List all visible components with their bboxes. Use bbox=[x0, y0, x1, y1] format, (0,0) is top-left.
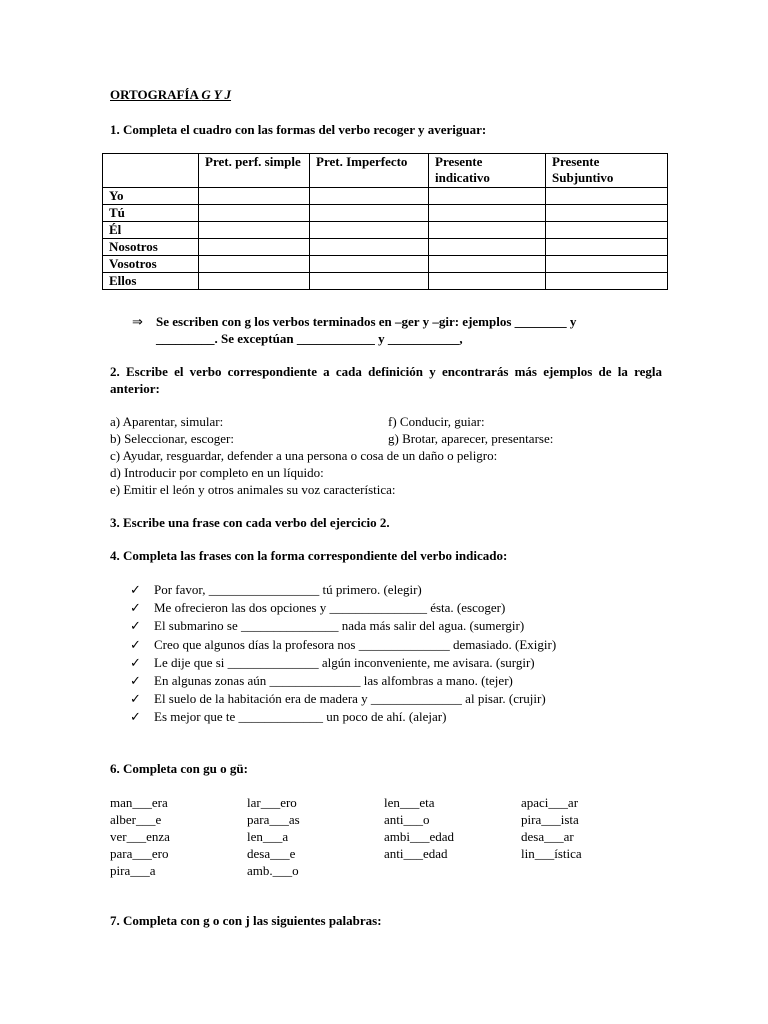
check-icon: ✓ bbox=[130, 601, 141, 617]
sentence-text: El suelo de la habitación era de madera y ______________ al pisar. (crujir) bbox=[154, 691, 546, 707]
sentence-text: Me ofrecieron las dos opciones y _______________ ésta. (escoger) bbox=[154, 600, 506, 616]
definition-f: f) Conducir, guiar: bbox=[388, 414, 485, 429]
sentence-text: Le dije que si ______________ algún inconveniente, me avisara. (surgir) bbox=[154, 654, 535, 670]
list-item bbox=[130, 599, 556, 617]
header-pret-perf: Pret. perf. simple bbox=[205, 154, 301, 169]
word-item: desa___e bbox=[247, 846, 296, 861]
title-main: ORTOGRAFÍA bbox=[110, 87, 202, 102]
row-label: Tú bbox=[103, 205, 199, 222]
table-cell[interactable] bbox=[429, 222, 546, 239]
table-cell[interactable] bbox=[199, 256, 310, 273]
table-cell[interactable] bbox=[310, 188, 429, 205]
row-label: Vosotros bbox=[103, 256, 199, 273]
word-column bbox=[110, 794, 240, 879]
table-header-row bbox=[103, 154, 668, 188]
word-column bbox=[384, 794, 514, 862]
row-label: Yo bbox=[103, 188, 199, 205]
check-icon: ✓ bbox=[130, 710, 141, 726]
rule-line-2: _________. Se exceptúan ____________ y ___________, bbox=[156, 331, 463, 346]
table-header-cell: Pret. Imperfecto bbox=[310, 154, 429, 188]
table-cell[interactable] bbox=[546, 222, 668, 239]
word-item: anti___edad bbox=[384, 846, 448, 861]
table-row bbox=[103, 256, 668, 273]
definition-a: a) Aparentar, simular: bbox=[110, 414, 224, 429]
word-item: amb.___o bbox=[247, 863, 299, 878]
sentence-text: Por favor, _________________ tú primero. (elegir) bbox=[154, 582, 422, 597]
word-item: alber___e bbox=[110, 812, 162, 827]
table-cell[interactable] bbox=[199, 205, 310, 222]
question-1: 1. Completa el cuadro con las formas del verbo recoger y averiguar: bbox=[110, 122, 487, 137]
question-7: 7. Completa con g o con j las siguientes palabras: bbox=[110, 913, 382, 928]
table-cell[interactable] bbox=[199, 239, 310, 256]
list-item bbox=[130, 672, 556, 690]
row-label: Él bbox=[103, 222, 199, 239]
question-2: 2. Escribe el verbo correspondiente a cada definición y encontrarás más ejemplos de la regla anterior: bbox=[110, 364, 662, 396]
table-cell[interactable] bbox=[199, 222, 310, 239]
word-item: len___a bbox=[247, 829, 289, 844]
table-cell[interactable] bbox=[199, 273, 310, 290]
table-cell[interactable] bbox=[546, 239, 668, 256]
list-item bbox=[130, 581, 556, 599]
list-item bbox=[130, 654, 556, 672]
word-item: pira___a bbox=[110, 863, 156, 878]
table-row bbox=[103, 188, 668, 205]
table-header-cell: Presente indicativo bbox=[429, 154, 546, 188]
verb-table bbox=[102, 153, 668, 290]
check-icon: ✓ bbox=[130, 637, 141, 653]
arrow-icon: ⇒ bbox=[132, 315, 143, 330]
list-item bbox=[130, 708, 556, 726]
question-6: 6. Completa con gu o gü: bbox=[110, 761, 248, 776]
definitions-list bbox=[110, 413, 554, 498]
table-cell[interactable] bbox=[429, 239, 546, 256]
table-header-cell bbox=[199, 154, 310, 188]
check-icon: ✓ bbox=[130, 583, 141, 598]
table-cell[interactable] bbox=[546, 273, 668, 290]
word-item: apaci___ar bbox=[521, 795, 579, 810]
row-label: Nosotros bbox=[103, 239, 199, 256]
table-cell[interactable] bbox=[310, 205, 429, 222]
word-item: para___as bbox=[247, 812, 300, 827]
sentence-text: Creo que algunos días la profesora nos ______________ demasiado. (Exigir) bbox=[154, 636, 557, 652]
sentence-list bbox=[130, 581, 556, 727]
word-item: man___era bbox=[110, 795, 168, 810]
table-row bbox=[103, 222, 668, 239]
sentence-text: Es mejor que te _____________ un poco de ahí. (alejar) bbox=[154, 709, 447, 725]
word-item: desa___ar bbox=[521, 829, 574, 844]
table-cell[interactable] bbox=[429, 188, 546, 205]
word-item: para___ero bbox=[110, 846, 169, 861]
check-icon: ✓ bbox=[130, 673, 141, 689]
table-cell[interactable] bbox=[546, 205, 668, 222]
table-cell[interactable] bbox=[310, 239, 429, 256]
definition-g: g) Brotar, aparecer, presentarse: bbox=[388, 431, 554, 446]
word-item: pira___ista bbox=[521, 812, 579, 827]
table-cell[interactable] bbox=[429, 256, 546, 273]
list-item bbox=[130, 617, 556, 635]
table-row bbox=[103, 273, 668, 290]
table-cell[interactable] bbox=[429, 205, 546, 222]
table-row bbox=[103, 239, 668, 256]
page-title bbox=[110, 86, 231, 103]
list-item bbox=[130, 636, 556, 654]
title-italic: G Y J bbox=[201, 87, 232, 102]
word-item: ambi___edad bbox=[384, 829, 455, 844]
word-item: anti___o bbox=[384, 812, 430, 827]
check-icon: ✓ bbox=[130, 619, 141, 635]
table-cell[interactable] bbox=[429, 273, 546, 290]
check-icon: ✓ bbox=[130, 692, 141, 708]
definition-c: c) Ayudar, resguardar, defender a una persona o cosa de un daño o peligro: bbox=[110, 448, 498, 463]
table-header-cell bbox=[103, 154, 199, 188]
word-column bbox=[247, 794, 377, 879]
row-label: Ellos bbox=[103, 273, 199, 290]
word-item: lin___ística bbox=[521, 846, 582, 861]
table-cell[interactable] bbox=[310, 222, 429, 239]
sentence-text: El submarino se _______________ nada más salir del agua. (sumergir) bbox=[154, 618, 525, 634]
word-item: lar___ero bbox=[247, 795, 297, 810]
table-cell[interactable] bbox=[199, 188, 310, 205]
table-header-cell: Presente Subjuntivo bbox=[546, 154, 668, 188]
word-item: len___eta bbox=[384, 795, 435, 810]
word-column bbox=[521, 794, 651, 862]
word-item: ver___enza bbox=[110, 829, 170, 844]
definition-d: d) Introducir por completo en un líquido: bbox=[110, 465, 324, 480]
rule-line-1: Se escriben con g los verbos terminados en –ger y –gir: ejemplos ________ y bbox=[156, 314, 577, 329]
table-cell[interactable] bbox=[546, 188, 668, 205]
question-3: 3. Escribe una frase con cada verbo del ejercicio 2. bbox=[110, 515, 390, 530]
definition-e: e) Emitir el león y otros animales su voz característica: bbox=[110, 482, 396, 497]
list-item bbox=[130, 690, 556, 708]
table-cell[interactable] bbox=[310, 256, 429, 273]
table-cell[interactable] bbox=[310, 273, 429, 290]
table-row bbox=[103, 205, 668, 222]
table-cell[interactable] bbox=[546, 256, 668, 273]
rule-note bbox=[110, 313, 662, 347]
check-icon: ✓ bbox=[130, 655, 141, 671]
sentence-text: En algunas zonas aún ______________ las alfombras a mano. (tejer) bbox=[154, 672, 513, 688]
definition-b: b) Seleccionar, escoger: bbox=[110, 431, 235, 446]
question-4: 4. Completa las frases con la forma correspondiente del verbo indicado: bbox=[110, 548, 508, 563]
